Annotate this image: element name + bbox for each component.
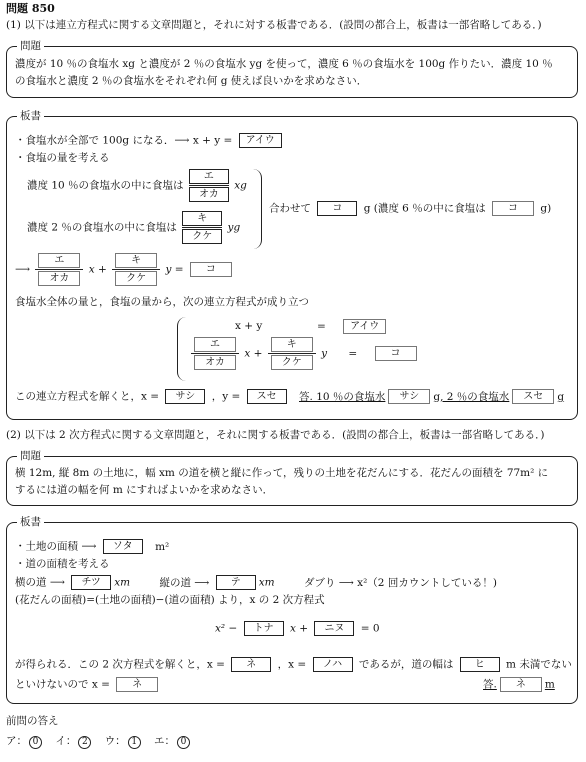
p1-g-close: g) — [540, 202, 552, 215]
p2-daburi: ダブり ⟶ x²（2 回カウントしている！) — [303, 576, 497, 589]
part1-problem-frame — [6, 40, 578, 98]
blank-ne[interactable]: ネ — [231, 657, 271, 672]
frac-e-oka-2 — [35, 253, 83, 286]
p2-eq-a: x² − — [215, 622, 238, 635]
prev-k3: エ： — [154, 735, 176, 747]
part2-problem-text-2: するには道の幅を何 m にすればよいかを求めなさい． — [15, 484, 274, 496]
p1-salt-2 — [27, 211, 240, 244]
p1-sys-xplus: x + — [244, 347, 263, 360]
p1-combined — [269, 201, 551, 216]
blank-tona[interactable]: トナ — [244, 621, 284, 636]
p2-final — [15, 677, 161, 692]
part2-intro: (2) 以下は 2 次方程式に関する文章問題と，それに関する板書である．(設問の都合上，板書は一部省略してある．) — [6, 429, 545, 441]
p1-combined-text: 合わせて — [269, 202, 311, 215]
p1-line-total — [15, 133, 285, 148]
p1-yeq: y = — [165, 263, 184, 276]
blank-noha[interactable]: ノハ — [313, 657, 353, 672]
part2-problem-text-1: 横 12m, 縦 8m の土地に，幅 xm の道を横と縦に作って，残りの土地を花だんにする．花だんの面積を 77m² に — [15, 467, 549, 479]
blank-ki-3[interactable]: キ — [271, 337, 313, 352]
blank-ninu[interactable]: ニヌ — [314, 621, 354, 636]
blank-suse[interactable]: スセ — [247, 389, 287, 404]
right-brace — [253, 169, 262, 249]
p1-g-paren: g (濃度 6 ％の中に食塩は — [363, 202, 486, 215]
p1-sys-eq-1 — [317, 319, 389, 334]
blank-ko-3[interactable]: コ — [190, 262, 232, 277]
p2-solve-c: であるが，道の幅は — [358, 658, 454, 671]
p2-tate: 縦の道 ⟶ — [159, 576, 210, 589]
frac-ki-kuke-3 — [268, 337, 316, 370]
p2-solve-b: ，x = — [277, 658, 307, 671]
p2-eq-c: = 0 — [360, 622, 380, 635]
blank-ne-2[interactable]: ネ — [116, 677, 158, 692]
p2-final-a: といけないので x = — [15, 678, 110, 691]
blank-kuke-3[interactable]: クケ — [271, 355, 313, 370]
blank-oka[interactable]: オカ — [189, 187, 229, 202]
p1-answer-b: g, 2 ％の食塩水 — [433, 390, 510, 403]
p2-roads — [15, 575, 497, 590]
eq-sign-2: = — [348, 347, 358, 360]
p2-answer — [483, 677, 555, 692]
blank-oka-3[interactable]: オカ — [194, 355, 236, 370]
blank-hi[interactable]: ヒ — [460, 657, 500, 672]
p1-total-text: ・食塩水が全部で 100g になる．⟶ x + y = — [15, 134, 233, 147]
frac-ki-kuke-2 — [112, 253, 160, 286]
p2-solve-a: が得られる．この 2 次方程式を解くと，x = — [15, 658, 225, 671]
prev-answer-label: 前問の答え — [6, 715, 59, 727]
p1-solution — [15, 389, 564, 404]
p2-solve — [15, 657, 572, 672]
p1-salt-heading: ・食塩の量を考える — [15, 152, 110, 164]
blank-kuke-2[interactable]: クケ — [115, 271, 157, 286]
p2-quadratic — [215, 621, 380, 636]
p1-salt-10 — [27, 169, 247, 202]
p2-land-text: ・土地の面積 ⟶ — [15, 540, 97, 553]
prev-v0: 0 — [29, 736, 42, 749]
p2-eq-b: x + — [289, 622, 309, 635]
prev-answers — [6, 734, 192, 749]
blank-e[interactable]: エ — [189, 169, 229, 184]
frac-ki-kuke — [182, 211, 222, 244]
p2-road-heading: ・道の面積を考える — [15, 558, 110, 570]
p1-answer-c: g — [557, 390, 565, 403]
part2-board-label: 板書 — [17, 515, 44, 529]
blank-aiu[interactable]: アイウ — [239, 133, 282, 148]
arrow: ⟶ — [15, 263, 31, 276]
p2-yoko: 横の道 ⟶ — [15, 576, 65, 589]
prev-v3: 0 — [177, 736, 190, 749]
p2-xm-2: xm — [258, 576, 275, 589]
p1-system-intro: 食塩水全体の量と，食塩の量から，次の連立方程式が成り立つ — [15, 296, 309, 308]
p1-answer — [299, 391, 564, 403]
p2-m2: m² — [155, 540, 170, 553]
p1-xplus: x + — [88, 263, 107, 276]
part1-problem-label: 問題 — [17, 39, 44, 53]
blank-ki[interactable]: キ — [182, 211, 222, 226]
prev-k2: ウ： — [104, 735, 126, 747]
p1-answer-a: 答. 10 ％の食塩水 — [299, 390, 386, 403]
p2-equation-intro: (花だんの面積)=(土地の面積)−(道の面積) より，x の 2 次方程式 — [15, 594, 325, 606]
prev-v1: 2 — [78, 736, 91, 749]
p1-yg: yg — [227, 221, 241, 234]
p2-answer-label: 答. — [483, 678, 497, 691]
blank-sashi[interactable]: サシ — [165, 389, 205, 404]
blank-ko-2[interactable]: コ — [492, 201, 534, 216]
part1-problem-text-1: 濃度が 10 ％の食塩水 xg と濃度が 2 ％の食塩水 yg を使って，濃度 6 ％の食塩水を 100g 作りたい．濃度 10 ％ — [15, 58, 553, 70]
blank-oka-2[interactable]: オカ — [38, 271, 80, 286]
p1-sys-top: x + y — [235, 320, 263, 332]
part1-board-frame — [6, 110, 578, 420]
frac-e-oka-3 — [191, 337, 239, 370]
p1-solution-text: この連立方程式を解くと，x = — [15, 390, 160, 403]
blank-e-2[interactable]: エ — [38, 253, 80, 268]
p1-salt-equation — [15, 253, 235, 286]
p1-salt-2-text: 濃度 2 ％の食塩水の中に食塩は — [27, 221, 177, 234]
p2-answer-unit: m — [544, 678, 555, 691]
part1-problem-text-2: の食塩水と濃度 2 ％の食塩水をそれぞれ何 g 使えば良いかを求めなさい． — [15, 75, 368, 87]
blank-suse-2[interactable]: スセ — [512, 389, 554, 404]
blank-chitsu[interactable]: チツ — [71, 575, 111, 590]
part2-problem-frame — [6, 450, 578, 506]
part2-board-frame — [6, 516, 578, 704]
p2-land-area — [15, 539, 169, 554]
p1-comma-y: ，y = — [211, 390, 241, 403]
blank-sota[interactable]: ソタ — [103, 539, 143, 554]
problem-title: 問題 850 — [6, 2, 55, 15]
blank-e-3[interactable]: エ — [194, 337, 236, 352]
blank-ko-1[interactable]: コ — [317, 201, 357, 216]
blank-ki-2[interactable]: キ — [115, 253, 157, 268]
blank-te[interactable]: テ — [216, 575, 256, 590]
p1-xg: xg — [234, 179, 247, 192]
prev-k0: ア： — [6, 735, 27, 747]
prev-v2: 1 — [128, 736, 141, 749]
part1-board-label: 板書 — [17, 109, 44, 123]
p1-sys-y: y — [321, 347, 328, 360]
blank-ne-3[interactable]: ネ — [500, 677, 542, 692]
eq-sign-1: = — [317, 320, 326, 333]
part2-problem-label: 問題 — [17, 449, 44, 463]
blank-ko-4[interactable]: コ — [375, 346, 417, 361]
p1-salt-10-text: 濃度 10 ％の食塩水の中に食塩は — [27, 179, 184, 192]
blank-kuke[interactable]: クケ — [182, 229, 222, 244]
p2-solve-d: m 未満でない — [506, 658, 572, 671]
p1-sys-bottom — [189, 337, 420, 370]
frac-e-oka — [189, 169, 229, 202]
p2-xm-1: xm — [114, 576, 131, 589]
blank-sashi-2[interactable]: サシ — [388, 389, 430, 404]
blank-aiu-2[interactable]: アイウ — [343, 319, 386, 334]
left-brace — [177, 317, 186, 381]
part1-intro: (1) 以下は連立方程式に関する文章問題と，それに対する板書である．(設問の都合上，板書は一部省略してある．) — [6, 19, 542, 31]
prev-k1: イ： — [55, 735, 77, 747]
